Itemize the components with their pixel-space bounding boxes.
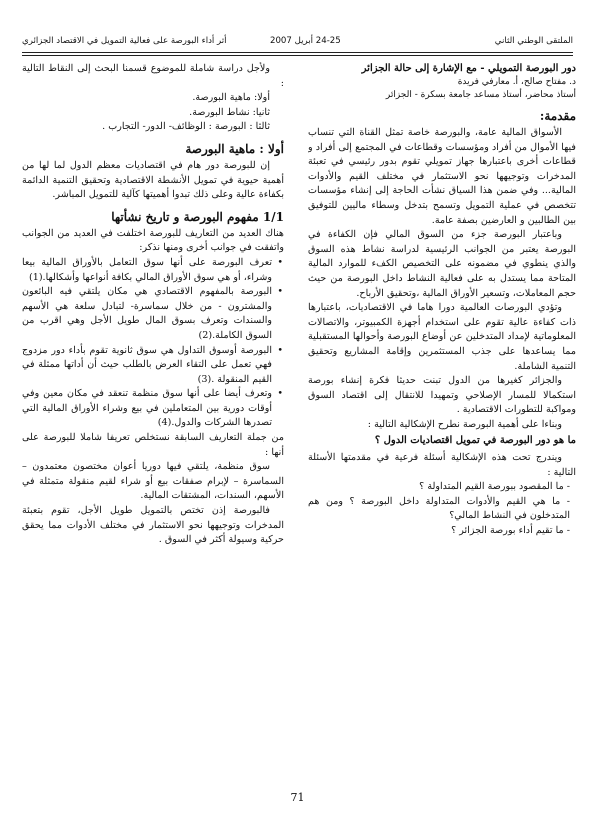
definitions-list <box>22 256 284 431</box>
intro-paragraph-2: وباعتبار البورصة جزء من السوق المالي فإن الكفاءة في البورصة يعتبر من الجوانب الرئيسية لدراسة نشاط هذه السوق والذي ينطوي في مضمونه على التخصيص الكفء للموارد المالية المتاحة مما يستدل به على فعالية النشاط داخل البورصة من حيث حجم المعاملات، وتسعير الأوراق المالية ،وتحقيق الأرباح. <box>308 229 576 299</box>
summary-paragraph: من جملة التعاريف السابقة نستخلص تعريفا شاملا للبورصة على أنها : <box>22 432 284 458</box>
header-rule <box>22 52 573 56</box>
sub-question: - ما هي القيم والأدوات المتداولة داخل البورصة ؟ ومن هم المتدخلون في النشاط المالي؟ <box>308 495 570 522</box>
header-conference: الملتقى الوطني الثاني <box>494 36 573 46</box>
intro-heading: مقدمة: <box>539 109 576 123</box>
section-intro-paragraph: إن للبورصة دور هام في اقتصاديات معظم الدول لما لها من أهمية حيوية في تمويل الأنشطة الاقتصادية وتحقيق التنمية الدائمة بكفاءة عالية وعلى ذلك تبدوا أهميتها كآلية للتمويل المباشر. <box>22 159 284 201</box>
sub-question: - ما تقيم أداء بورصة الجزائر ؟ <box>451 524 570 536</box>
page-number: 71 <box>290 791 305 804</box>
right-column <box>308 62 576 802</box>
section-heading-1: أولا : ماهية البورصة <box>185 141 284 156</box>
full-definition-paragraph: سوق منظمة، يلتقي فيها دوريا أعوان مختصون معتمدون – السماسرة – لإبرام صفقات بيع أو شراء لقيم منقولة متمثلة في الأسهم، السندات، المشتقات المالية. <box>22 461 284 502</box>
plan-item: أولا: ماهية البورصة. <box>192 92 270 104</box>
intro-paragraph-1: الأسواق المالية عامة، والبورصة خاصة تمثل القناة التي تنساب فيها الأموال من أفراد ومؤسسات وقطاعات في المجتمع إلى أفراد و قطاعات أخرى باعتبارها جهاز تمويلي تقوم بدور رئيسي في تعبئة المدخرات وتوجيهها نحو الاستثمار في مختلف القيم والأدوات المالية... وفي ضمن هذا السياق نشأت الحاجة إلى إنشاء مؤسسات تتخصص في عملية التمويل وتسمح بتدخل وسطاء ماليين للتوفيق بين الطالبين و العارضين بصفة عامة. <box>308 127 576 226</box>
definition-item: • تعرف البورصة على أنها سوق التعامل بالأوراق المالية بيعا وشراء، أو هي سوق الأوراق المالي بكافة أنواعها وأشكالها.(1) <box>22 256 284 285</box>
intro-paragraph-6: ويندرج تحت هذه الإشكالية أسئلة فرعية في مقدمتها الأسئلة التالية : <box>308 451 576 478</box>
paper-title: دور البورصة التمويلي - مع الإشارة إلى حالة الجزائر <box>361 63 576 74</box>
main-question: ما هو دور البورصة في تمويل اقتصاديات الدول ؟ <box>374 435 576 447</box>
header-theme: أثر أداء البورصة على فعالية التمويل في الاقتصاد الجزائري <box>22 36 227 46</box>
paper-affiliation: أستاذ محاضر، أستاذ مساعد جامعة بسكرة - الجزائر <box>385 90 576 100</box>
running-header <box>22 34 573 48</box>
paper-authors: د. مفتاح صالح، أ. معارفي فريدة <box>457 77 576 87</box>
intro-paragraph-3: وتؤدي البورصات العالمية دورا هاما في الاقتصاديات، باعتبارها ذات كفاءة عالية تقوم على استخدام أجهزة الكمبيوتر، والاتصالات المعلوماتية لإمداد المتدخلين عن أوضاع البورصة وأحوالها المستقبلية مما يساعدها على جذب المستثمرين وإقامة المشاريع وتحقيق التنمية الشاملة. <box>308 302 576 372</box>
subsection-heading: 1/1 مفهوم البورصة و تاريخ نشأتها <box>111 209 284 224</box>
sub-question: - ما المقصود ببورصة القيم المتداولة ؟ <box>419 481 570 493</box>
definitions-paragraph: هناك العديد من التعاريف للبورصة اختلفت في العديد من الجوانب واتفقت في جوانب أخرى ومنها نذكر: <box>22 227 284 254</box>
plan-item: ثانيا: نشاط البورصة. <box>189 106 270 118</box>
intro-paragraph-5: وبناءا على أهمية البورصة نطرح الإشكالية التالية : <box>367 418 562 430</box>
definition-item: • وتعرف أيضا على أنها سوق منظمة تنعقد في مكان معين وفي أوقات دورية بين المتعاملين في بيع وشراء الأوراق المالية التي تصدرها الشركات والدول.(4) <box>22 387 284 431</box>
plan-paragraph: ولأجل دراسة شاملة للموضوع قسمنا البحث إلى النقاط التالية : <box>22 63 284 89</box>
plan-item: ثالثا : البورصة : الوظائف- الدور- التجارب . <box>102 121 270 133</box>
left-column <box>22 62 284 802</box>
definition-item: • البورصة أوسوق التداول هي سوق ثانوية تقوم بأداء دور مزدوج فهي تعمل على التقاء العرض بالطلب حيث أن أداتها ممثلة في القيم المنقولة .(3) <box>22 344 284 388</box>
sub-questions-list <box>308 480 576 538</box>
header-date: 24-25 أبريل 2007 <box>270 36 341 46</box>
intro-paragraph-4: والجزائر كغيرها من الدول تبنت حديثا فكرة إنشاء بورصة استكمالا للمسار الإصلاحي وتمهيدا للانتقال إلى اقتصاد السوق ومواكبة للتطورات الاقتصادية . <box>308 375 576 416</box>
final-paragraph: فالبورصة إذن تختص بالتمويل طويل الأجل، تقوم بتعبئة المدخرات وتوجيهها نحو الاستثمار في مختلف الأدوات مما يحقق حركية وسيولة أكثر في السوق . <box>22 505 284 546</box>
plan-list <box>22 91 284 135</box>
definition-item: • البورصة بالمفهوم الاقتصادي هي مكان يلتقي فيه البائعون والمشترون - من خلال سماسرة- لتبادل سلعة هي الأسهم والسندات وتعرف بسوق المال طويل الأجل وهي اقرب من السوق الكاملة.(2) <box>22 285 284 343</box>
